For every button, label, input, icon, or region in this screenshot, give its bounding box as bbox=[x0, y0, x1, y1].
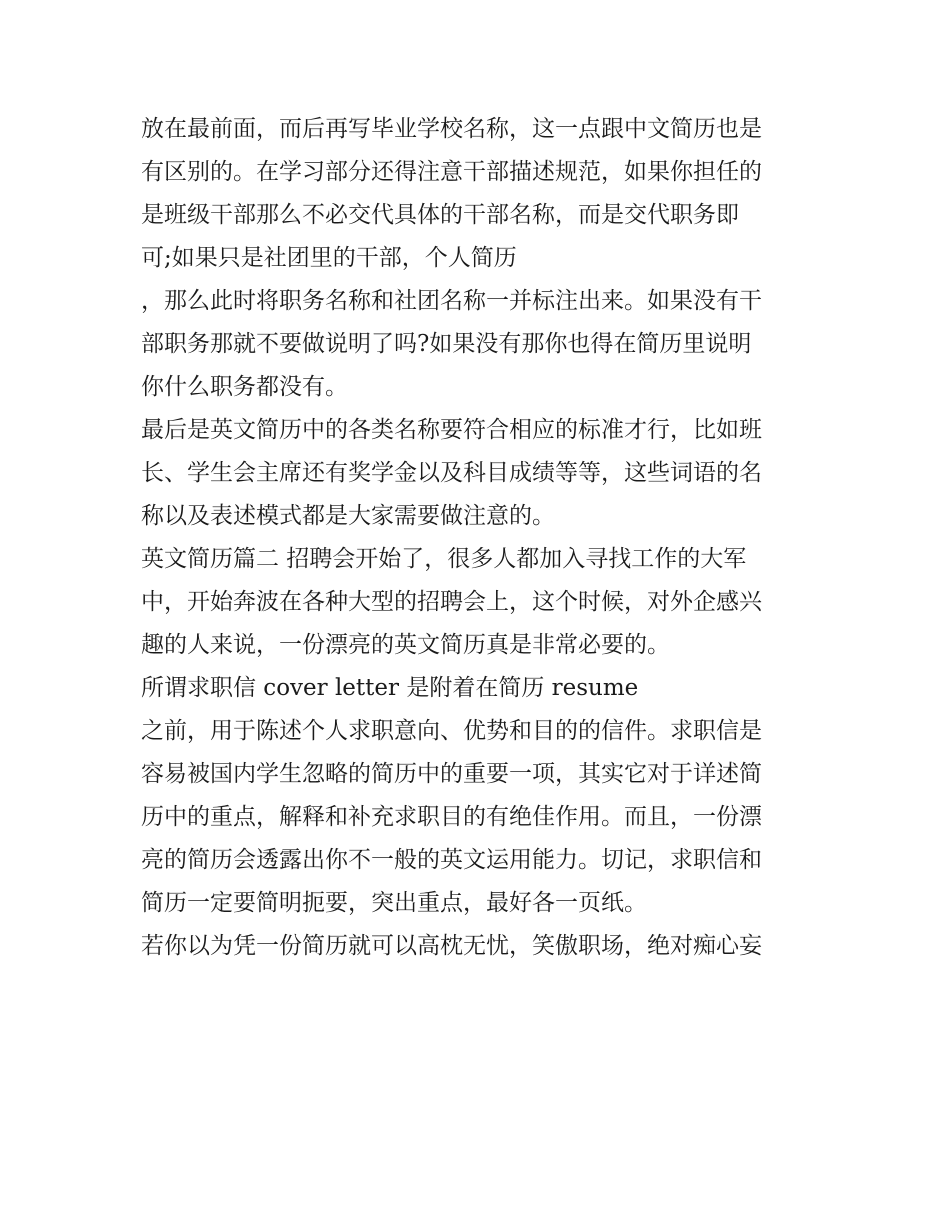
text-line: 所谓求职信 cover letter 是附着在简历 resume bbox=[141, 675, 639, 701]
text-line: 是班级干部那么不必交代具体的干部名称，而是交代职务即 bbox=[141, 202, 739, 228]
text-line: 你什么职务都没有。 bbox=[141, 374, 348, 400]
text-line: 最后是英文简历中的各类名称要符合相应的标准才行，比如班 bbox=[141, 417, 762, 443]
body-text bbox=[141, 108, 821, 968]
text-line: 历中的重点，解释和补充求职目的有绝佳作用。而且，一份漂 bbox=[141, 804, 762, 830]
text-line: 若你以为凭一份简历就可以高枕无忧，笑傲职场，绝对痴心妄 bbox=[141, 933, 762, 959]
text-line: ，那么此时将职务名称和社团名称一并标注出来。如果没有干 bbox=[141, 288, 762, 314]
text-line: 容易被国内学生忽略的简历中的重要一项，其实它对于详述简 bbox=[141, 761, 762, 787]
text-line: 有区别的。在学习部分还得注意干部描述规范，如果你担任的 bbox=[141, 159, 762, 185]
text-line: 趣的人来说，一份漂亮的英文简历真是非常必要的。 bbox=[141, 632, 670, 658]
text-line: 可;如果只是社团里的干部，个人简历 bbox=[141, 245, 517, 271]
text-line: 放在最前面，而后再写毕业学校名称，这一点跟中文简历也是 bbox=[141, 116, 762, 142]
text-line: 亮的简历会透露出你不一般的英文运用能力。切记，求职信和 bbox=[141, 847, 762, 873]
text-line: 部职务那就不要做说明了吗?如果没有那你也得在简历里说明 bbox=[141, 331, 752, 357]
text-line: 长、学生会主席还有奖学金以及科目成绩等等，这些词语的名 bbox=[141, 460, 762, 486]
text-line: 英文简历篇二 招聘会开始了，很多人都加入寻找工作的大军 bbox=[141, 546, 747, 572]
text-line: 简历一定要简明扼要，突出重点，最好各一页纸。 bbox=[141, 890, 647, 916]
text-line: 中，开始奔波在各种大型的招聘会上，这个时候，对外企感兴 bbox=[141, 589, 762, 615]
text-line: 之前，用于陈述个人求职意向、优势和目的的信件。求职信是 bbox=[141, 718, 762, 744]
text-line: 称以及表述模式都是大家需要做注意的。 bbox=[141, 503, 555, 529]
